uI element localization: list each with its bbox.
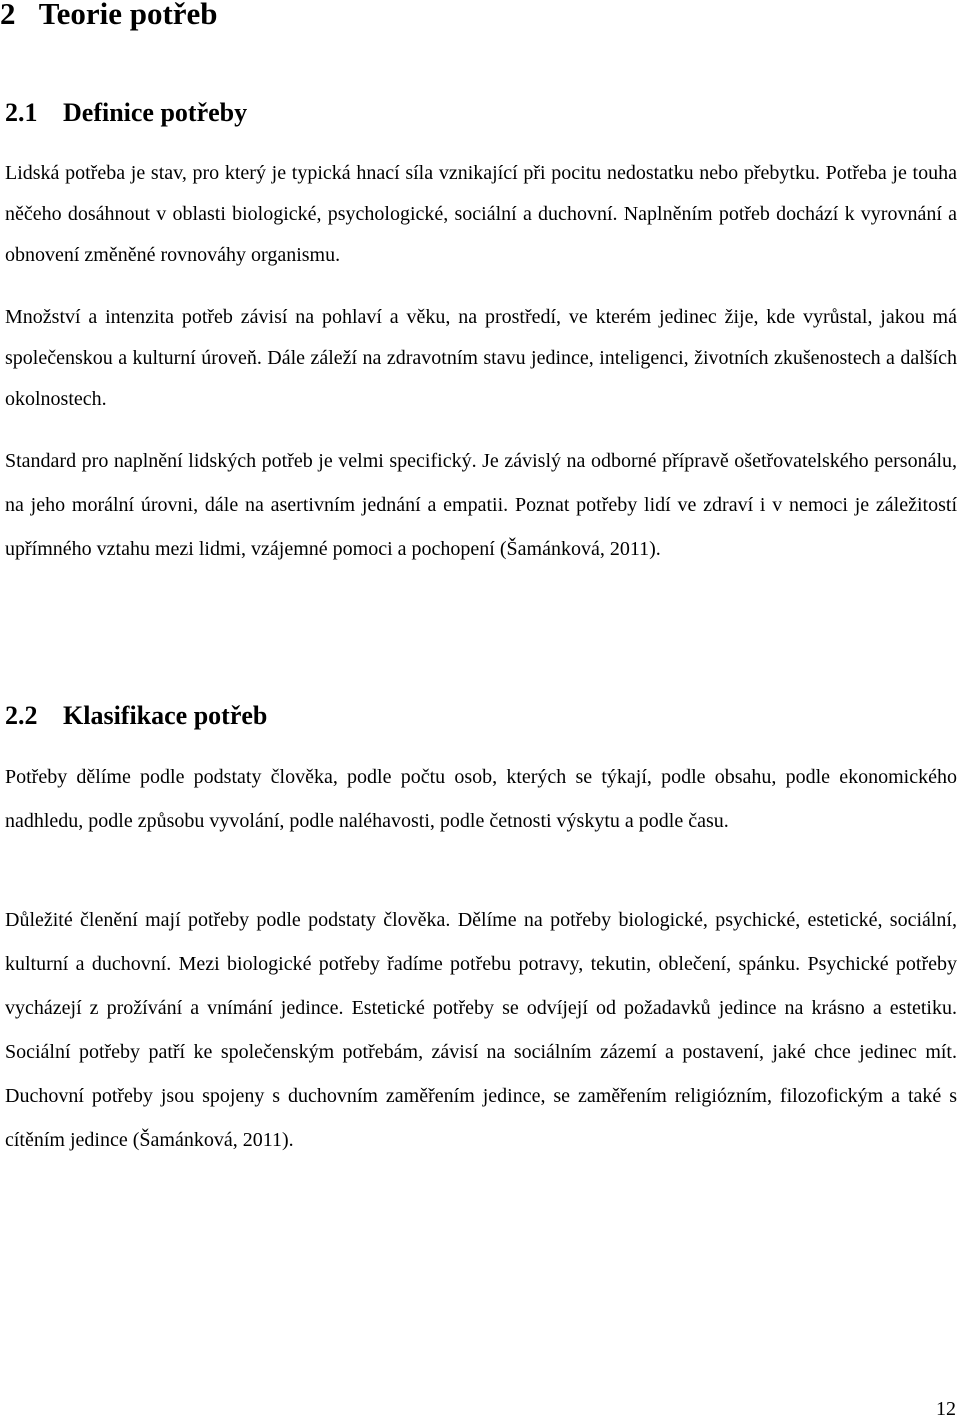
page-number: 12 [936,1398,956,1420]
paragraph: Standard pro naplnění lidských potřeb je velmi specifický. Je závislý na odborné přípravě ošetřovatelského personálu, na jeho morální úrovni, dále na asertivním jednání a empatii. Poznat potřeby lidí ve zdraví i v nemoci je záležitostí upřímného vztahu mezi lidmi, vzájemné pomoci a pochopení (Šamánková, 2011). [5,450,957,560]
paragraph: Potřeby dělíme podle podstaty člověka, podle počtu osob, kterých se týkají, podle obsahu, podle ekonomického nadhledu, podle způsobu vyvolání, podle naléhavosti, podle četnosti výskytu a podle času. [5,766,957,832]
chapter-number: 2 [0,0,16,31]
section-title: Definice potřeby [63,98,248,127]
paragraph: Důležité členění mají potřeby podle podstaty člověka. Dělíme na potřeby biologické, psychické, estetické, sociální, kulturní a duchovní. Mezi biologické potřeby řadíme potřebu potravy, tekutin, oblečení, spánku. Psychické potřeby vycházejí z prožívání a vnímání jedince. Estetické potřeby se odvíjejí od požadavků jedince na krásno a estetiku. Sociální potřeby patří ke společenským potřebám, závisí na sociálním zázemí a postavení, jaké chce jedinec mít. Duchovní potřeby jsou spojeny s duchovním zaměřením jedince, se zaměřením religiózním, filozofickým a také s cítěním jedince (Šamánková, 2011). [5,909,957,1151]
section-title: Klasifikace potřeb [63,701,268,730]
section-heading-2-1 [5,96,247,130]
chapter-heading [0,0,218,34]
paragraph: Lidská potřeba je stav, pro který je typická hnací síla vznikající při pocitu nedostatku nebo přebytku. Potřeba je touha něčeho dosáhnout v oblasti biologické, psychologické, sociální a duchovní. Naplněním potřeb dochází k vyrovnání a obnovení změněné rovnováhy organismu. [5,162,957,266]
section-number: 2.2 [5,701,38,730]
chapter-title: Teorie potřeb [38,0,218,31]
section-heading-2-2 [5,699,267,733]
section-number: 2.1 [5,98,38,127]
paragraph: Množství a intenzita potřeb závisí na pohlaví a věku, na prostředí, ve kterém jedinec žije, kde vyrůstal, jakou má společenskou a kulturní úroveň. Dále záleží na zdravotním stavu jedince, inteligenci, životních zkušenostech a dalších okolnostech. [5,306,957,410]
